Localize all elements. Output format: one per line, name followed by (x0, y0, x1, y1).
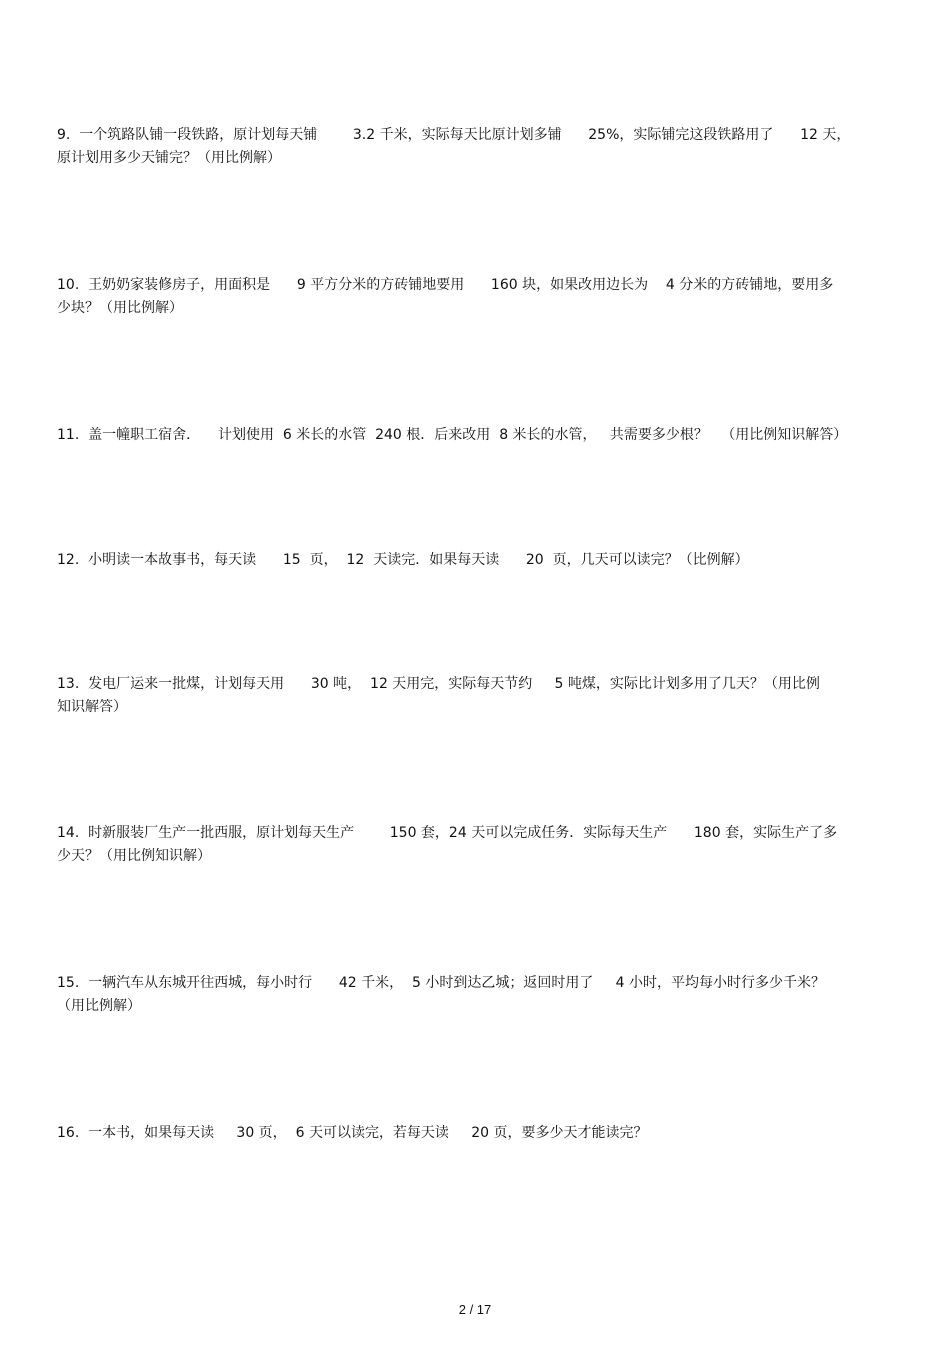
problem-text-line: 15. 一辆汽车从东城开往西城，每小时行 42 千米， 5 小时到达乙城；返回时用了 4 小时，平均每小时行多少千米？ (57, 975, 825, 991)
problem-text-line: 少天？（用比例知识解） (57, 848, 211, 864)
problem-text-line: 少块？（用比例解） (57, 300, 183, 316)
problem-10 (57, 274, 893, 320)
problem-12 (57, 549, 893, 572)
problem-13 (57, 673, 893, 719)
problem-text-line: 12. 小明读一本故事书，每天读 15 页， 12 天读完．如果每天读 20 页，几天可以读完？（比例解） (57, 552, 749, 568)
problem-14 (57, 822, 893, 868)
problem-text-line: 16. 一本书，如果每天读 30 页， 6 天可以读完，若每天读 20 页，要多少天才能读完？ (57, 1125, 648, 1141)
problem-text-line: 9. 一个筑路队铺一段铁路，原计划每天铺 3.2 千米，实际每天比原计划多铺 25%，实际铺完这段铁路用了 12 天， (57, 127, 851, 143)
problem-text-line: 知识解答） (57, 699, 127, 715)
problem-text-line: 11. 盖一幢职工宿舍． 计划使用 6 米长的水管 240 根．后来改用 8 米长的水管， 共需要多少根？ （用比例知识解答） (57, 427, 848, 443)
problem-16 (57, 1122, 893, 1145)
problem-text-line: （用比例解） (57, 998, 141, 1014)
problem-text-line: 14. 时新服装厂生产一批西服，原计划每天生产 150 套，24 天可以完成任务．实际每天生产 180 套，实际生产了多 (57, 825, 838, 841)
problem-text-line: 10. 王奶奶家装修房子，用面积是 9 平方分米的方砖铺地要用 160 块，如果改用边长为 4 分米的方砖铺地，要用多 (57, 277, 834, 293)
problem-11 (57, 424, 893, 447)
problem-text-line: 13. 发电厂运来一批煤，计划每天用 30 吨， 12 天用完，实际每天节约 5 吨煤，实际比计划多用了几天？（用比例 (57, 676, 820, 692)
problem-9 (57, 124, 893, 170)
problem-text-line: 原计划用多少天铺完？（用比例解） (57, 150, 281, 166)
problem-15 (57, 972, 893, 1018)
page-number: 2 / 17 (458, 1302, 492, 1317)
